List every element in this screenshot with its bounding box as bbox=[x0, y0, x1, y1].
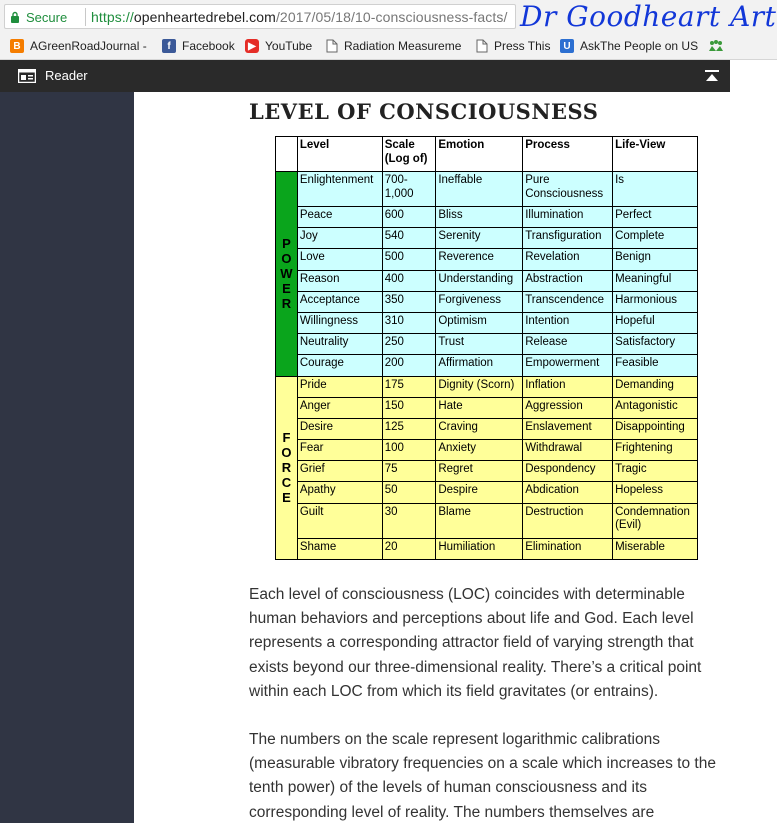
table-cell: Blame bbox=[436, 503, 523, 538]
bookmark-radiation[interactable] bbox=[326, 38, 461, 54]
table-row bbox=[276, 172, 698, 207]
table-cell: Shame bbox=[297, 538, 382, 559]
table-row bbox=[276, 376, 698, 397]
table-row bbox=[276, 228, 698, 249]
u-icon: U bbox=[560, 39, 574, 53]
table-cell: Satisfactory bbox=[613, 334, 698, 355]
table-cell: Joy bbox=[297, 228, 382, 249]
youtube-icon: ▶ bbox=[245, 39, 259, 53]
table-header: Level bbox=[297, 137, 382, 172]
table-cell: Illumination bbox=[523, 207, 613, 228]
bookmark-label: Radiation Measureme bbox=[344, 39, 462, 53]
table-cell: Serenity bbox=[436, 228, 523, 249]
table-cell: Desire bbox=[297, 418, 382, 439]
force-letter: O bbox=[281, 445, 292, 461]
table-cell: Feasible bbox=[613, 355, 698, 376]
page-icon bbox=[476, 39, 488, 53]
table-cell: 540 bbox=[382, 228, 436, 249]
table-cell: Perfect bbox=[613, 207, 698, 228]
table-cell: 250 bbox=[382, 334, 436, 355]
table-cell: 100 bbox=[382, 440, 436, 461]
url-field[interactable] bbox=[91, 9, 507, 25]
power-letter: R bbox=[281, 296, 292, 312]
table-cell: 150 bbox=[382, 397, 436, 418]
blogger-icon: B bbox=[10, 39, 24, 53]
table-row bbox=[276, 291, 698, 312]
table-cell: Benign bbox=[613, 249, 698, 270]
table-cell: Elimination bbox=[523, 538, 613, 559]
table-cell: Transfiguration bbox=[523, 228, 613, 249]
address-divider bbox=[85, 8, 86, 26]
table-cell: Affirmation bbox=[436, 355, 523, 376]
table-cell: Grief bbox=[297, 461, 382, 482]
table-cell: Release bbox=[523, 334, 613, 355]
reader-label: Reader bbox=[45, 68, 88, 83]
bookmark-people[interactable] bbox=[708, 38, 724, 54]
table-row bbox=[276, 418, 698, 439]
collapse-up-icon[interactable] bbox=[704, 69, 720, 83]
table-cell: Destruction bbox=[523, 503, 613, 538]
table-header-blank bbox=[276, 137, 298, 172]
table-cell: Courage bbox=[297, 355, 382, 376]
bookmark-label: AskThe People on US bbox=[580, 39, 699, 53]
lock-icon bbox=[10, 11, 20, 23]
table-cell: Revelation bbox=[523, 249, 613, 270]
table-cell: Abdication bbox=[523, 482, 613, 503]
table-cell: Anger bbox=[297, 397, 382, 418]
table-cell: Craving bbox=[436, 418, 523, 439]
table-header-row bbox=[276, 137, 698, 172]
force-side-label bbox=[276, 376, 298, 559]
table-cell: Ineffable bbox=[436, 172, 523, 207]
table-row bbox=[276, 312, 698, 333]
body-paragraph: Each level of consciousness (LOC) coincides with determinable human behaviors and perceptions about life and God. Each level represents a corresponding attractor field of varying strength that exists beyond our three-dimensional reality. There’s a critical point within each LOC from which its field gravitates (or entrains). bbox=[249, 586, 702, 700]
table-cell: Condemnation (Evil) bbox=[613, 503, 698, 538]
table-row bbox=[276, 355, 698, 376]
table-cell: Inflation bbox=[523, 376, 613, 397]
url-protocol: https:// bbox=[91, 9, 134, 25]
table-row bbox=[276, 270, 698, 291]
table-cell: Abstraction bbox=[523, 270, 613, 291]
force-letter: F bbox=[282, 430, 291, 446]
power-letter: W bbox=[280, 266, 293, 282]
secure-label: Secure bbox=[26, 9, 68, 25]
table-row bbox=[276, 538, 698, 559]
table-cell: Apathy bbox=[297, 482, 382, 503]
table-cell: Demanding bbox=[613, 376, 698, 397]
power-letter: O bbox=[281, 251, 292, 267]
table-cell: 50 bbox=[382, 482, 436, 503]
table-header: Process bbox=[523, 137, 613, 172]
table-cell: Frightening bbox=[613, 440, 698, 461]
table-row bbox=[276, 482, 698, 503]
bookmark-facebook[interactable] bbox=[162, 38, 235, 54]
table-cell: Trust bbox=[436, 334, 523, 355]
table-row bbox=[276, 334, 698, 355]
secure-badge[interactable] bbox=[10, 9, 67, 25]
table-cell: Humiliation bbox=[436, 538, 523, 559]
table-row bbox=[276, 440, 698, 461]
table-header: Life-View bbox=[613, 137, 698, 172]
url-host: openheartedrebel.com bbox=[133, 9, 276, 25]
power-letter: P bbox=[282, 236, 291, 252]
url-path: /2017/05/18/10-consciousness-facts/ bbox=[275, 9, 508, 25]
table-header: Emotion bbox=[436, 137, 523, 172]
bookmark-label: Press This bbox=[494, 39, 551, 53]
table-cell: Hopeful bbox=[613, 312, 698, 333]
table-cell: Neutrality bbox=[297, 334, 382, 355]
table-cell: 30 bbox=[382, 503, 436, 538]
page-title: LEVEL OF CONSCIOUSNESS bbox=[249, 99, 599, 124]
table-cell: Meaningful bbox=[613, 270, 698, 291]
bookmark-press-this[interactable] bbox=[476, 38, 550, 54]
table-cell: 600 bbox=[382, 207, 436, 228]
table-cell: 400 bbox=[382, 270, 436, 291]
table-cell: Enslavement bbox=[523, 418, 613, 439]
side-panel bbox=[0, 92, 134, 823]
table-cell: Guilt bbox=[297, 503, 382, 538]
table-cell: Hate bbox=[436, 397, 523, 418]
table-row bbox=[276, 503, 698, 538]
power-letter: E bbox=[282, 281, 291, 297]
table-cell: Miserable bbox=[613, 538, 698, 559]
reader-toolbar bbox=[0, 60, 730, 92]
reader-icon[interactable] bbox=[18, 69, 36, 83]
bookmark-label: YouTube bbox=[265, 39, 313, 53]
table-row bbox=[276, 397, 698, 418]
table-cell: Love bbox=[297, 249, 382, 270]
force-letter: E bbox=[282, 490, 291, 506]
table-cell: 310 bbox=[382, 312, 436, 333]
table-cell: Anxiety bbox=[436, 440, 523, 461]
bookmark-label: AGreenRoadJournal - bbox=[30, 39, 147, 53]
table-cell: Withdrawal bbox=[523, 440, 613, 461]
handwritten-signature: Dr Goodheart Art bbox=[520, 0, 777, 33]
table-cell: Despire bbox=[436, 482, 523, 503]
table-cell: 75 bbox=[382, 461, 436, 482]
bookmarks-bar bbox=[0, 33, 777, 60]
table-header: Scale (Log of) bbox=[382, 137, 436, 172]
address-bar bbox=[0, 0, 777, 33]
table-cell: Is bbox=[613, 172, 698, 207]
table-cell: Fear bbox=[297, 440, 382, 461]
table-cell: Empowerment bbox=[523, 355, 613, 376]
table-cell: Reason bbox=[297, 270, 382, 291]
levels-table bbox=[275, 136, 698, 560]
table-cell: Complete bbox=[613, 228, 698, 249]
table-cell: Bliss bbox=[436, 207, 523, 228]
table-cell: Regret bbox=[436, 461, 523, 482]
table-cell: Tragic bbox=[613, 461, 698, 482]
table-cell: Pure Consciousness bbox=[523, 172, 613, 207]
bookmark-agreenroadjournal[interactable] bbox=[10, 38, 147, 54]
table-cell: 175 bbox=[382, 376, 436, 397]
table-cell: Optimism bbox=[436, 312, 523, 333]
table-cell: Despondency bbox=[523, 461, 613, 482]
table-cell: Forgiveness bbox=[436, 291, 523, 312]
page-icon bbox=[326, 39, 338, 53]
force-letter: R bbox=[281, 460, 292, 476]
table-cell: Transcendence bbox=[523, 291, 613, 312]
table-cell: Hopeless bbox=[613, 482, 698, 503]
table-row bbox=[276, 249, 698, 270]
bookmark-youtube[interactable] bbox=[245, 38, 312, 54]
body-paragraph: The numbers on the scale represent logarithmic calibrations (measurable vibratory frequencies on a scale which increases to the tenth power) of the levels of human consciousness and its corresponding level of reality. The numbers themselves are bbox=[249, 731, 716, 821]
table-cell: Harmonious bbox=[613, 291, 698, 312]
power-side-label bbox=[276, 172, 298, 377]
table-cell: Dignity (Scorn) bbox=[436, 376, 523, 397]
table-cell: Antagonistic bbox=[613, 397, 698, 418]
people-icon bbox=[708, 39, 724, 53]
table-cell: 350 bbox=[382, 291, 436, 312]
table-cell: Willingness bbox=[297, 312, 382, 333]
table-row bbox=[276, 207, 698, 228]
table-cell: Aggression bbox=[523, 397, 613, 418]
table-row bbox=[276, 461, 698, 482]
bookmark-label: Facebook bbox=[182, 39, 235, 53]
force-letter: C bbox=[281, 475, 292, 491]
table-cell: Pride bbox=[297, 376, 382, 397]
table-cell: 500 bbox=[382, 249, 436, 270]
table-cell: Peace bbox=[297, 207, 382, 228]
table-cell: Reverence bbox=[436, 249, 523, 270]
table-cell: 125 bbox=[382, 418, 436, 439]
table-cell: Acceptance bbox=[297, 291, 382, 312]
table-cell: 700-1,000 bbox=[382, 172, 436, 207]
right-gutter bbox=[730, 60, 777, 823]
table-cell: Intention bbox=[523, 312, 613, 333]
table-cell: 200 bbox=[382, 355, 436, 376]
bookmark-asktheppeople[interactable] bbox=[560, 38, 698, 54]
table-cell: Enlightenment bbox=[297, 172, 382, 207]
table-cell: Disappointing bbox=[613, 418, 698, 439]
table-cell: 20 bbox=[382, 538, 436, 559]
facebook-icon: f bbox=[162, 39, 176, 53]
table-cell: Understanding bbox=[436, 270, 523, 291]
